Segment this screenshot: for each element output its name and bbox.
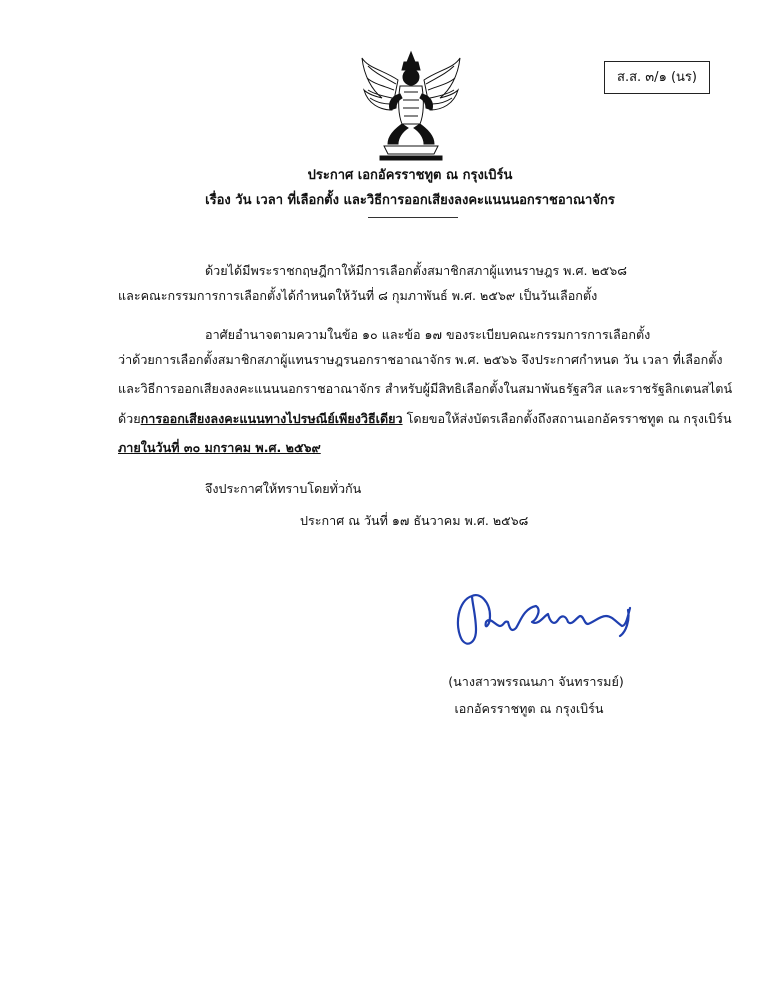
title-divider	[368, 217, 458, 218]
paragraph-2-line-4	[118, 410, 732, 428]
paragraph-2-line-2: ว่าด้วยการเลือกตั้งสมาชิกสภาผู้แทนราษฎรนอกราชอาณาจักร พ.ศ. ๒๕๖๖ จึงประกาศกำหนด วัน เวลา ที่เลือกตั้ง	[118, 352, 723, 367]
paragraph-2-line-4-suffix: โดยขอให้ส่งบัตรเลือกตั้งถึงสถานเอกอัครราชทูต ณ กรุงเบิร์น	[402, 411, 732, 426]
closing-statement: จึงประกาศให้ทราบโดยทั่วกัน	[205, 481, 362, 496]
announcement-date: ประกาศ ณ วันที่ ๑๗ ธันวาคม พ.ศ. ๒๕๖๘	[300, 513, 529, 528]
announcement-subject: เรื่อง วัน เวลา ที่เลือกตั้ง และวิธีการออกเสียงลงคะแนนนอกราชอาณาจักร	[205, 193, 615, 208]
handwritten-signature	[450, 586, 640, 658]
garuda-emblem-icon	[358, 50, 464, 162]
announcement-issuer: ประกาศ เอกอัครราชทูต ณ กรุงเบิร์น	[307, 168, 513, 183]
signatory-position: เอกอัครราชทูต ณ กรุงเบิร์น	[454, 701, 604, 716]
document-code-box: ส.ส. ๓/๑ (นร)	[604, 61, 710, 94]
paragraph-1-line-1: ด้วยได้มีพระราชกฤษฎีกาให้มีการเลือกตั้งสมาชิกสภาผู้แทนราษฎร พ.ศ. ๒๕๖๘	[205, 263, 628, 278]
paragraph-1-line-2: และคณะกรรมการการเลือกตั้งได้กำหนดให้วันที่ ๘ กุมภาพันธ์ พ.ศ. ๒๕๖๙ เป็นวันเลือกตั้ง	[118, 288, 598, 303]
paragraph-2-line-3: และวิธีการออกเสียงลงคะแนนนอกราชอาณาจักร สำหรับผู้มีสิทธิเลือกตั้งในสมาพันธรัฐสวิส และราชรัฐลิกเตนสไตน์	[118, 381, 733, 396]
paragraph-2-line-1: อาศัยอำนาจตามความในข้อ ๑๐ และข้อ ๑๗ ของระเบียบคณะกรรมการการเลือกตั้ง	[205, 327, 651, 342]
deadline-emphasis: ภายในวันที่ ๓๐ มกราคม พ.ศ. ๒๕๖๙	[118, 440, 321, 455]
paragraph-2-line-4-prefix: ด้วย	[118, 411, 141, 426]
postal-voting-emphasis: การออกเสียงลงคะแนนทางไปรษณีย์เพียงวิธีเดียว	[140, 411, 403, 426]
signatory-name: (นางสาวพรรณนภา จันทรารมย์)	[448, 674, 624, 689]
